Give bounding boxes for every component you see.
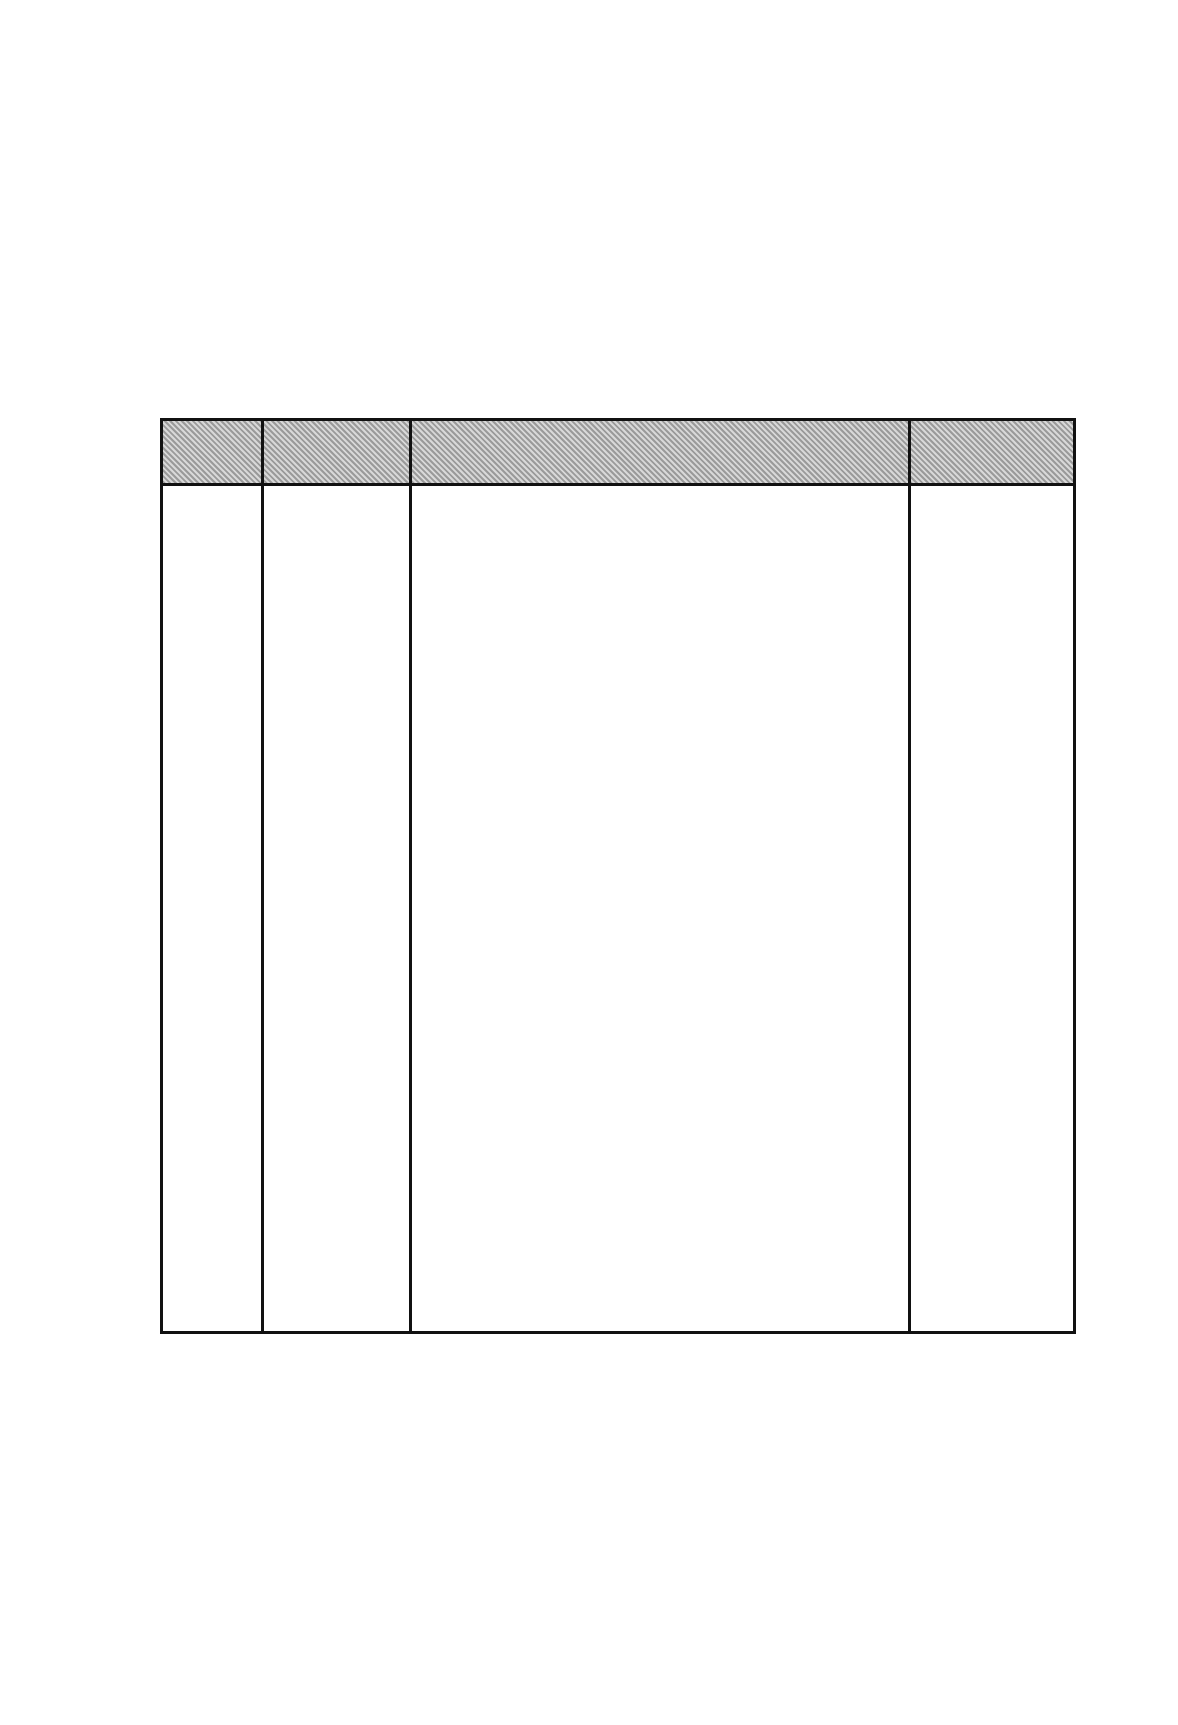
section-letter xyxy=(911,483,1073,521)
header-page xyxy=(163,421,261,483)
table-body xyxy=(163,483,1073,1331)
header-desc xyxy=(421,421,905,483)
index-table xyxy=(160,418,1076,1334)
section-row xyxy=(163,483,1073,521)
header-key xyxy=(911,421,1073,483)
header-num xyxy=(264,421,409,483)
table-header xyxy=(163,421,1073,486)
